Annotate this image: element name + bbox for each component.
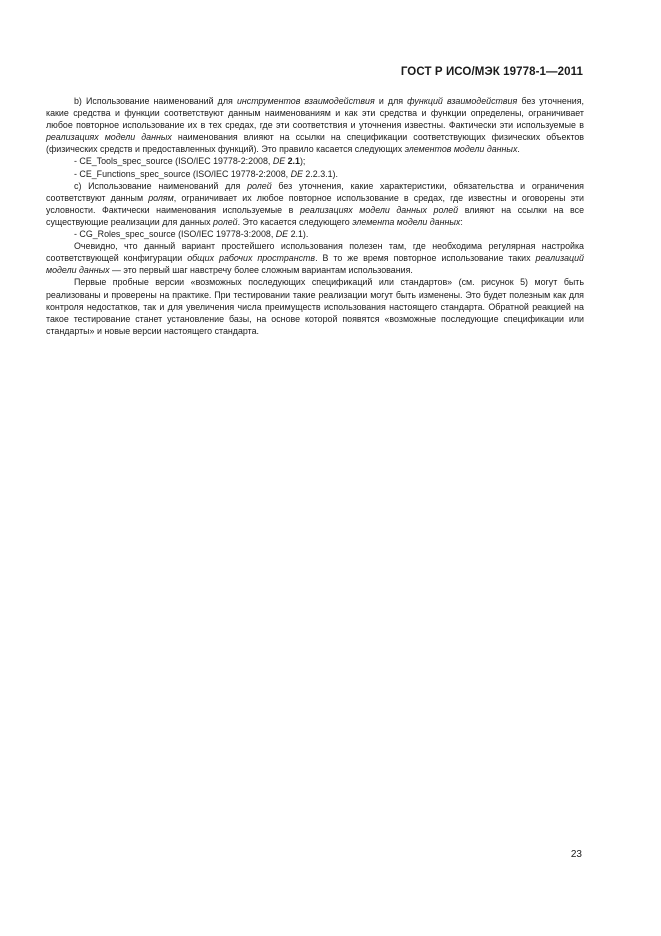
italic-term: общих рабочих пространств [187, 253, 316, 264]
text-run: влияют на ссылки на все существующие реализации для данных [46, 204, 585, 227]
italic-term: ролей [247, 180, 272, 191]
italic-term: элемента модели данных [352, 216, 461, 227]
italic-term: инструментов взаимодействия [236, 96, 375, 106]
page-number: 23 [570, 849, 582, 860]
italic-term: DE [272, 156, 286, 167]
text-run: . В то же время повторное использование таких [315, 253, 536, 264]
document-body [46, 95, 584, 337]
text-run: ); [299, 156, 306, 167]
text-run: - CE_Tools_spec_source (ISO/IEC 19778-2:2008, [74, 156, 273, 167]
document-code-header: ГОСТ Р ИСО/МЭК 19778-1—2011 [400, 66, 583, 78]
paragraph-d [46, 240, 584, 276]
text-run: . Это касается следующего [237, 216, 353, 227]
text-run: без уточнения, какие характеристики, обязательства и ограничения соответствуют данным [46, 180, 584, 203]
text-run: 2.2.3.1). [302, 168, 338, 179]
italic-term: элементов модели данных [404, 144, 518, 155]
text-run: , ограничивает их любое повторное использование в средах, где известны и оговорены эти условности. Фактически наименования используемые в [46, 192, 584, 215]
italic-term: функций взаимодействия [407, 96, 518, 106]
italic-term: ролям [148, 192, 174, 203]
text-run: b) Использование наименований для [74, 96, 237, 106]
text-run: - CG_Roles_spec_source (ISO/IEC 19778-3:2008, [74, 229, 276, 240]
text-run: наименования влияют на ссылки на спецификации соответствующих физических объектов (физических средств и предоставленных функций). Это правило касается следующих [46, 132, 584, 155]
paragraph-e [46, 276, 584, 336]
italic-term: DE [290, 168, 303, 179]
text-run: : [460, 216, 463, 227]
italic-term: реализаций модели данных [46, 253, 584, 276]
text-run: Очевидно, что данный вариант простейшего использования полезен там, где необходима регулярная настройка соответствующей конфигурации [46, 241, 584, 264]
text-run: Первые пробные версии «возможных последующих спецификаций или стандартов» (см. рисунок 5) могут быть реализованы и проверены на практике. При тестировании такие реализации могут быть изменены. Это будет полезным как для контроля недостатков, так и для увеличения числа преимуществ использования настоящего стандарта. Обратной реакцией на такое тестирование станет установление базы, на основе которой появятся «возможные последующие спецификации или стандарты» и новые версии настоящего стандарта. [46, 277, 584, 336]
text-run: - CE_Functions_spec_source (ISO/IEC 19778-2:2008, [74, 168, 291, 179]
bold-ref: 2.1 [285, 156, 300, 167]
italic-term: ролей [213, 216, 238, 227]
paragraph-b [46, 95, 584, 155]
list-item-roles-spec [46, 228, 584, 240]
list-item-functions-spec [46, 168, 584, 180]
text-run: 2.1). [288, 229, 309, 240]
list-item-tools-spec [46, 155, 584, 167]
italic-term: реализациях модели данных ролей [299, 204, 459, 215]
text-run: . [517, 144, 520, 155]
paragraph-c [46, 180, 584, 228]
italic-term: реализациях модели данных [46, 132, 172, 143]
text-run: c) Использование наименований для [74, 180, 248, 191]
italic-term: DE [275, 229, 289, 240]
text-run: — это первый шаг навстречу более сложным вариантам использования. [109, 265, 413, 276]
text-run: без уточнения, какие средства и функции соответствуют данным наименованиям и как эти средства и функции определены, ограничивает любое повторное использование их в тех средах, где эти соответствия и уточнения известны. Фактически эти используемые в [46, 96, 584, 131]
text-run: и для [374, 96, 408, 106]
